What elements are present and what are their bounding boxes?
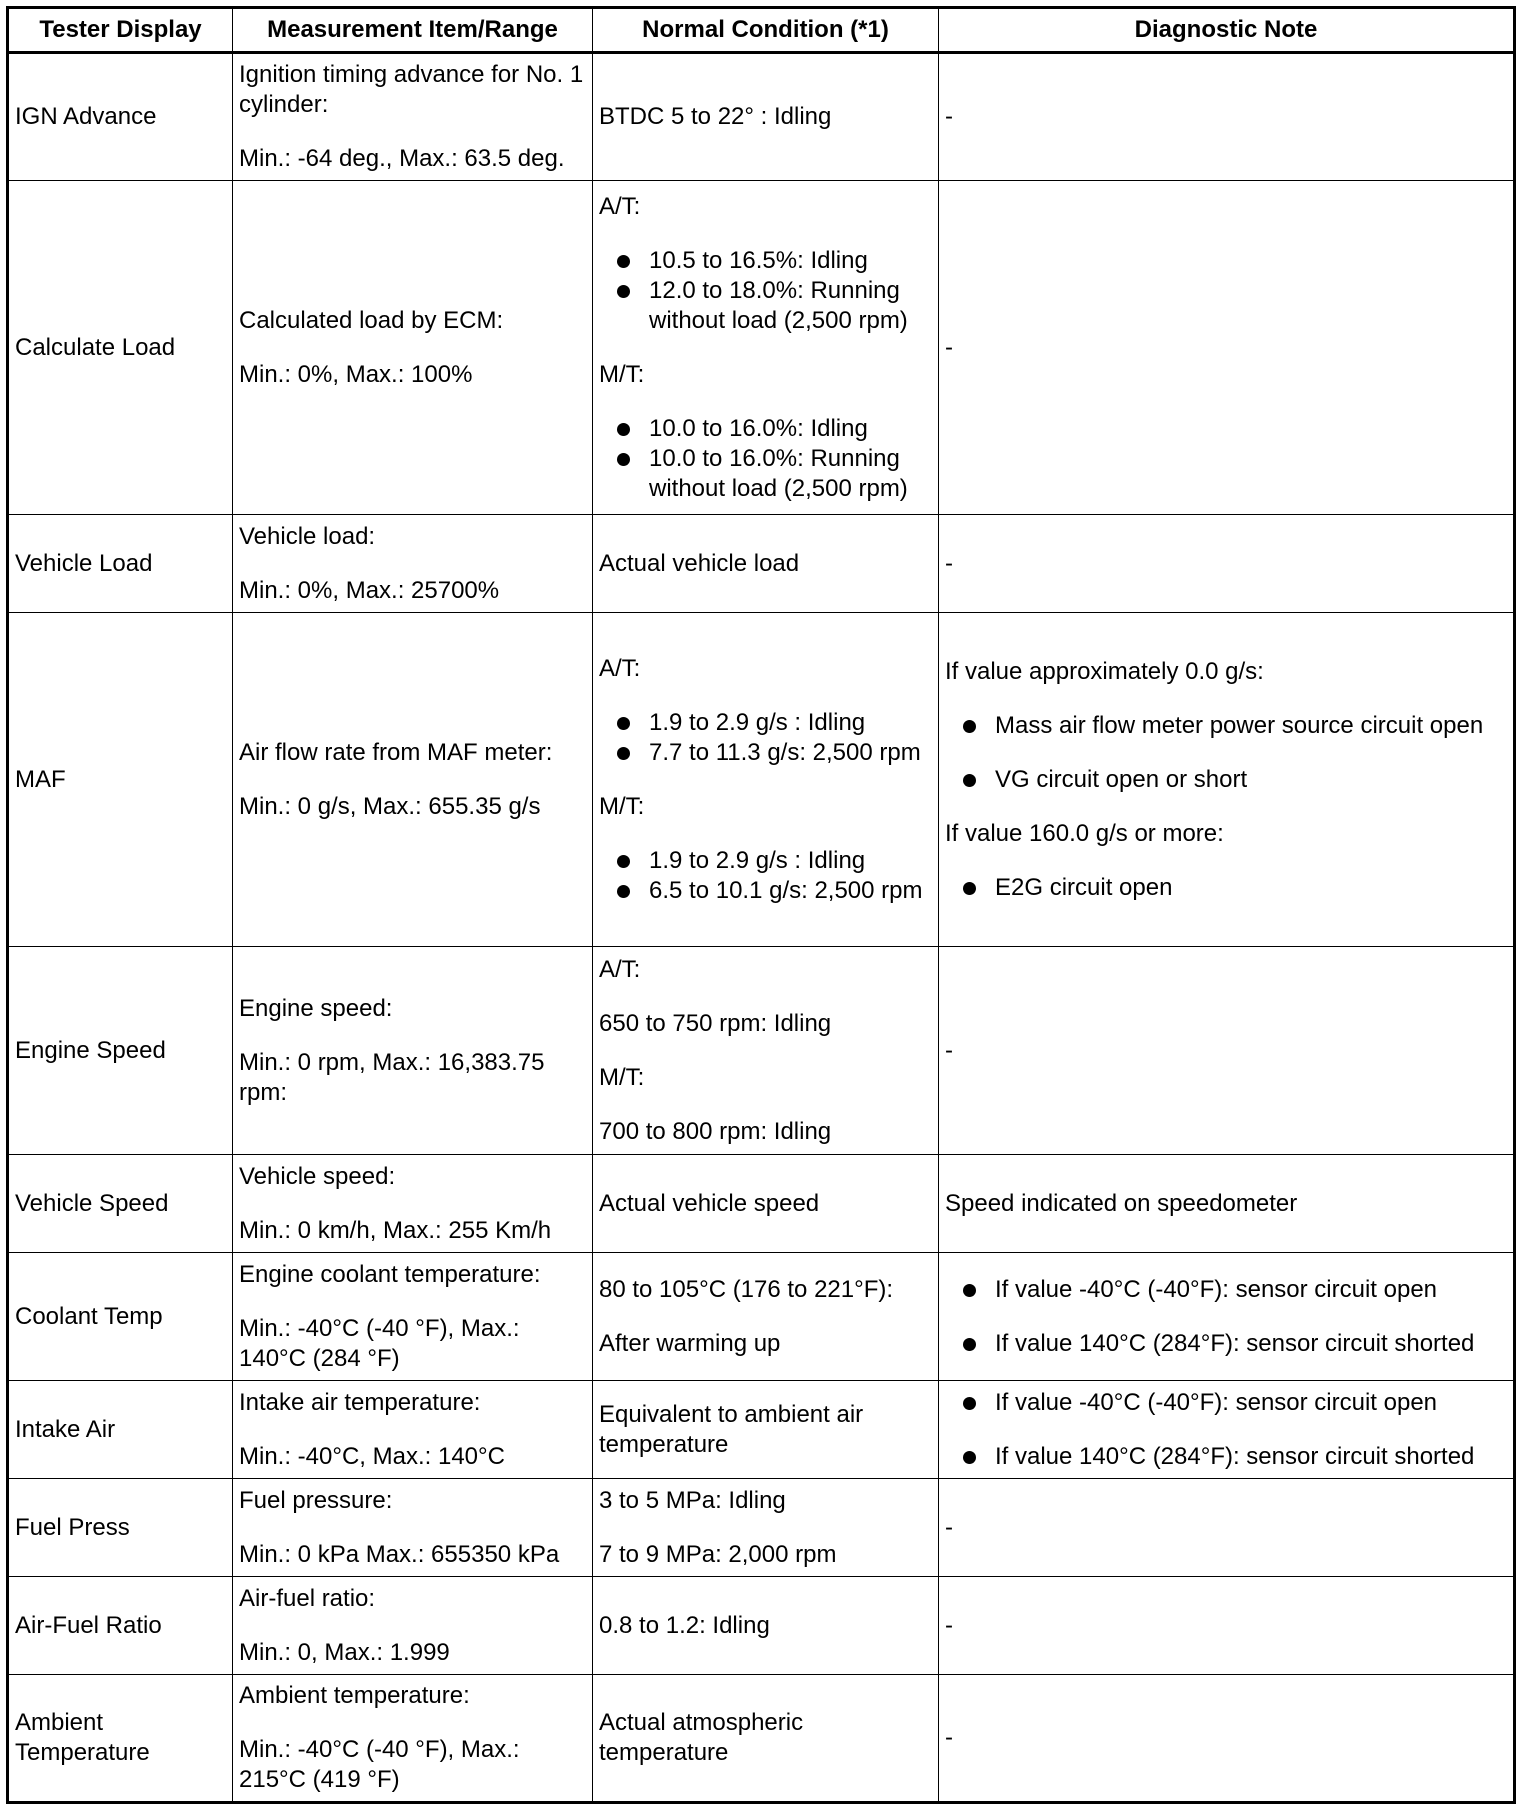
list-item: 6.5 to 10.1 g/s: 2,500 rpm — [599, 876, 932, 906]
diagnostic-note-cell — [939, 1253, 1515, 1381]
mt-condition-list — [599, 846, 932, 906]
normal-condition-text: 700 to 800 rpm: Idling — [599, 1117, 832, 1145]
at-label: A/T: — [599, 654, 641, 682]
normal-condition-text: 0.8 to 1.2: Idling — [599, 1611, 770, 1639]
diagnostic-note-cell — [939, 613, 1515, 947]
diagnostic-note-list — [945, 873, 1507, 903]
measurement-cell — [233, 1675, 593, 1803]
diagnostic-note-text: - — [945, 1036, 953, 1064]
diagnostic-note-text: - — [945, 1611, 953, 1639]
tester-display-cell: Ambient Temperature — [8, 1675, 233, 1803]
measurement-cell — [233, 1155, 593, 1253]
diagnostic-note-cell — [939, 1577, 1515, 1675]
measurement-range: Min.: -40°C (-40 °F), Max.: 140°C (284 °F) — [239, 1314, 520, 1372]
normal-condition-text: 7 to 9 MPa: 2,000 rpm — [599, 1540, 837, 1568]
measurement-range: Min.: -64 deg., Max.: 63.5 deg. — [239, 145, 565, 172]
measurement-range: Min.: 0 g/s, Max.: 655.35 g/s — [239, 792, 541, 820]
list-item: 12.0 to 18.0%: Running without load (2,500 rpm) — [599, 276, 932, 336]
diagnostic-note-cell — [939, 1155, 1515, 1253]
measurement-label: Intake air temperature: — [239, 1388, 481, 1416]
list-item: E2G circuit open — [945, 873, 1507, 903]
normal-condition-cell — [593, 613, 939, 947]
normal-condition-cell — [593, 1479, 939, 1577]
measurement-label: Calculated load by ECM: — [239, 306, 504, 334]
diagnostic-note-text: Speed indicated on speedometer — [945, 1189, 1298, 1217]
table-row — [8, 1155, 1515, 1253]
list-item: If value 140°C (284°F): sensor circuit shorted — [945, 1442, 1507, 1472]
at-condition-list — [599, 708, 932, 768]
measurement-cell — [233, 1577, 593, 1675]
diagnostic-note-cell — [939, 1675, 1515, 1803]
list-item: 10.5 to 16.5%: Idling — [599, 246, 932, 276]
measurement-range: Min.: 0%, Max.: 25700% — [239, 576, 500, 604]
normal-condition-cell — [593, 181, 939, 515]
normal-condition-text: Actual vehicle speed — [599, 1189, 820, 1217]
normal-condition-text: Actual atmospheric temperature — [599, 1709, 804, 1766]
normal-condition-text: Actual vehicle load — [599, 549, 800, 577]
header-diagnostic-note: Diagnostic Note — [939, 8, 1515, 53]
measurement-range: Min.: 0 km/h, Max.: 255 Km/h — [239, 1216, 552, 1244]
measurement-range: Min.: -40°C (-40 °F), Max.: 215°C (419 °F) — [239, 1736, 520, 1793]
normal-condition-cell — [593, 1577, 939, 1675]
diagnostic-note-cell — [939, 1381, 1515, 1479]
list-item: If value -40°C (-40°F): sensor circuit open — [945, 1388, 1507, 1418]
measurement-label: Ambient temperature: — [239, 1682, 470, 1709]
diagnostic-note-intro: If value 160.0 g/s or more: — [945, 819, 1224, 847]
normal-condition-cell — [593, 53, 939, 181]
data-list-table — [6, 6, 1516, 1804]
list-item: VG circuit open or short — [945, 765, 1507, 795]
measurement-cell — [233, 613, 593, 947]
header-normal-condition: Normal Condition (*1) — [593, 8, 939, 53]
normal-condition-cell — [593, 1675, 939, 1803]
measurement-cell — [233, 53, 593, 181]
measurement-label: Ignition timing advance for No. 1 cylinder: — [239, 61, 584, 118]
diagnostic-note-cell — [939, 947, 1515, 1155]
list-item: Mass air flow meter power source circuit open — [945, 711, 1507, 741]
tester-display-cell: Fuel Press — [8, 1479, 233, 1577]
tester-display-cell: Air-Fuel Ratio — [8, 1577, 233, 1675]
at-label: A/T: — [599, 192, 641, 220]
table-row — [8, 1381, 1515, 1479]
diagnostic-note-text: - — [945, 1513, 953, 1541]
normal-condition-text: 3 to 5 MPa: Idling — [599, 1486, 786, 1514]
table-row — [8, 1675, 1515, 1803]
table-row — [8, 53, 1515, 181]
list-item: 10.0 to 16.0%: Running without load (2,500 rpm) — [599, 444, 932, 504]
table-header-row — [8, 8, 1515, 53]
diagnostic-note-text: - — [945, 333, 953, 361]
list-item: 1.9 to 2.9 g/s : Idling — [599, 846, 932, 876]
tester-display-cell: Engine Speed — [8, 947, 233, 1155]
tester-display-cell: Calculate Load — [8, 181, 233, 515]
measurement-cell — [233, 1479, 593, 1577]
list-item: 7.7 to 11.3 g/s: 2,500 rpm — [599, 738, 932, 768]
diagnostic-note-text: - — [945, 103, 953, 130]
measurement-cell — [233, 1381, 593, 1479]
mt-label: M/T: — [599, 792, 645, 820]
normal-condition-text: 80 to 105°C (176 to 221°F): — [599, 1275, 894, 1303]
table-row — [8, 947, 1515, 1155]
table-row — [8, 181, 1515, 515]
measurement-cell — [233, 1253, 593, 1381]
table-row — [8, 613, 1515, 947]
list-item: If value 140°C (284°F): sensor circuit shorted — [945, 1329, 1507, 1359]
header-tester-display: Tester Display — [8, 8, 233, 53]
tester-display-cell: Coolant Temp — [8, 1253, 233, 1381]
normal-condition-cell — [593, 515, 939, 613]
measurement-range: Min.: 0 rpm, Max.: 16,383.75 rpm: — [239, 1048, 545, 1106]
normal-condition-text: After warming up — [599, 1329, 781, 1357]
tester-display-cell: MAF — [8, 613, 233, 947]
mt-label: M/T: — [599, 1063, 645, 1091]
tester-display-cell: Intake Air — [8, 1381, 233, 1479]
measurement-label: Engine speed: — [239, 994, 393, 1022]
diagnostic-note-list — [945, 711, 1507, 795]
diagnostic-note-cell — [939, 53, 1515, 181]
table-row — [8, 1577, 1515, 1675]
at-condition-list — [599, 246, 932, 336]
diagnostic-note-list — [945, 1388, 1507, 1472]
measurement-cell — [233, 947, 593, 1155]
diagnostic-note-intro: If value approximately 0.0 g/s: — [945, 657, 1264, 685]
mt-label: M/T: — [599, 360, 645, 388]
at-label: A/T: — [599, 955, 641, 983]
measurement-label: Vehicle speed: — [239, 1162, 396, 1190]
normal-condition-cell — [593, 947, 939, 1155]
list-item: 10.0 to 16.0%: Idling — [599, 414, 932, 444]
normal-condition-text: BTDC 5 to 22° : Idling — [599, 103, 832, 130]
diagnostic-note-list — [945, 1275, 1507, 1359]
measurement-range: Min.: 0 kPa Max.: 655350 kPa — [239, 1540, 560, 1568]
diagnostic-note-cell — [939, 515, 1515, 613]
measurement-label: Fuel pressure: — [239, 1486, 393, 1514]
tester-display-cell: Vehicle Load — [8, 515, 233, 613]
table-row — [8, 1253, 1515, 1381]
measurement-label: Air-fuel ratio: — [239, 1584, 376, 1612]
tester-display-cell: IGN Advance — [8, 53, 233, 181]
measurement-label: Vehicle load: — [239, 522, 376, 550]
normal-condition-cell — [593, 1381, 939, 1479]
header-measurement-item: Measurement Item/Range — [233, 8, 593, 53]
measurement-range: Min.: 0, Max.: 1.999 — [239, 1638, 450, 1666]
diagnostic-note-text: - — [945, 1724, 953, 1751]
measurement-label: Air flow rate from MAF meter: — [239, 738, 553, 766]
mt-condition-list — [599, 414, 932, 504]
diagnostic-note-cell — [939, 181, 1515, 515]
measurement-cell — [233, 515, 593, 613]
list-item: If value -40°C (-40°F): sensor circuit open — [945, 1275, 1507, 1305]
normal-condition-cell — [593, 1155, 939, 1253]
measurement-cell — [233, 181, 593, 515]
measurement-label: Engine coolant temperature: — [239, 1260, 541, 1288]
normal-condition-text: Equivalent to ambient air temperature — [599, 1400, 864, 1458]
normal-condition-cell — [593, 1253, 939, 1381]
diagnostic-note-cell — [939, 1479, 1515, 1577]
list-item: 1.9 to 2.9 g/s : Idling — [599, 708, 932, 738]
measurement-range: Min.: 0%, Max.: 100% — [239, 360, 473, 388]
table-row — [8, 515, 1515, 613]
measurement-range: Min.: -40°C, Max.: 140°C — [239, 1442, 505, 1470]
table-row — [8, 1479, 1515, 1577]
tester-display-cell: Vehicle Speed — [8, 1155, 233, 1253]
diagnostic-note-text: - — [945, 549, 953, 577]
normal-condition-text: 650 to 750 rpm: Idling — [599, 1009, 832, 1037]
